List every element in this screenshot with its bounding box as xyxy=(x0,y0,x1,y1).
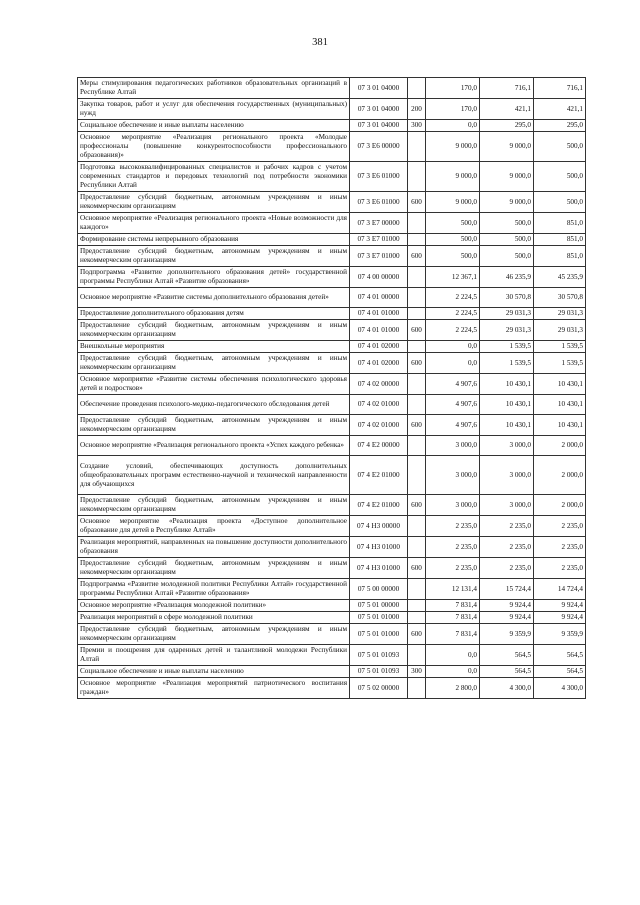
row-amount-2: 46 235,9 xyxy=(480,267,534,288)
row-description: Создание условий, обеспечивающих доступность дополнительных общеобразовательных программ естественно-научной и технической направленности для обучающихся xyxy=(78,456,350,495)
row-description: Основное мероприятие «Реализация молодежной политики» xyxy=(78,600,350,612)
row-amount-3: 45 235,9 xyxy=(534,267,586,288)
row-classification-code: 07 4 01 02000 xyxy=(350,341,408,353)
table-row xyxy=(78,234,586,246)
row-expense-type xyxy=(408,288,426,308)
row-description: Подготовка высококвалифицированных специалистов и рабочих кадров с учетом современных стандартов и передовых технологий под потребности экономики Республики Алтай xyxy=(78,162,350,192)
row-amount-3: 30 570,8 xyxy=(534,288,586,308)
table-row xyxy=(78,78,586,99)
row-expense-type: 600 xyxy=(408,415,426,436)
page-number: 381 xyxy=(312,37,328,48)
row-amount-3: 10 430,1 xyxy=(534,374,586,395)
table-row xyxy=(78,436,586,456)
row-amount-2: 9 000,0 xyxy=(480,132,534,162)
table-row xyxy=(78,624,586,645)
table-row xyxy=(78,495,586,516)
row-amount-1: 2 235,0 xyxy=(426,558,480,579)
row-expense-type xyxy=(408,374,426,395)
row-amount-1: 500,0 xyxy=(426,246,480,267)
row-description: Предоставление субсидий бюджетным, автономным учреждениям и иным некоммерческим организациям xyxy=(78,192,350,213)
row-amount-3: 2 235,0 xyxy=(534,516,586,537)
row-amount-1: 3 000,0 xyxy=(426,436,480,456)
row-classification-code: 07 4 Н3 01000 xyxy=(350,537,408,558)
row-amount-2: 29 031,3 xyxy=(480,308,534,320)
row-amount-2: 500,0 xyxy=(480,234,534,246)
row-amount-2: 564,5 xyxy=(480,645,534,666)
row-amount-2: 9 000,0 xyxy=(480,192,534,213)
row-amount-2: 500,0 xyxy=(480,213,534,234)
table-row xyxy=(78,456,586,495)
row-amount-2: 30 570,8 xyxy=(480,288,534,308)
row-amount-1: 9 000,0 xyxy=(426,162,480,192)
row-amount-1: 9 000,0 xyxy=(426,132,480,162)
row-expense-type: 600 xyxy=(408,320,426,341)
row-amount-3: 564,5 xyxy=(534,666,586,678)
row-amount-2: 2 235,0 xyxy=(480,537,534,558)
row-amount-3: 10 430,1 xyxy=(534,395,586,415)
row-amount-1: 7 831,4 xyxy=(426,612,480,624)
row-classification-code: 07 5 02 00000 xyxy=(350,678,408,699)
row-amount-2: 10 430,1 xyxy=(480,415,534,436)
table-row xyxy=(78,99,586,120)
row-classification-code: 07 3 01 04000 xyxy=(350,120,408,132)
row-amount-3: 295,0 xyxy=(534,120,586,132)
row-amount-2: 9 924,4 xyxy=(480,600,534,612)
row-classification-code: 07 3 E6 00000 xyxy=(350,132,408,162)
row-amount-1: 500,0 xyxy=(426,213,480,234)
budget-table xyxy=(77,77,586,699)
row-amount-1: 170,0 xyxy=(426,78,480,99)
row-classification-code: 07 4 E2 00000 xyxy=(350,436,408,456)
row-description: Закупка товаров, работ и услуг для обеспечения государственных (муниципальных) нужд xyxy=(78,99,350,120)
row-classification-code: 07 5 01 00000 xyxy=(350,600,408,612)
row-amount-1: 4 907,6 xyxy=(426,374,480,395)
row-amount-1: 4 907,6 xyxy=(426,395,480,415)
row-amount-2: 10 430,1 xyxy=(480,395,534,415)
row-amount-1: 0,0 xyxy=(426,120,480,132)
row-expense-type xyxy=(408,456,426,495)
row-classification-code: 07 4 E2 01000 xyxy=(350,456,408,495)
row-description: Предоставление субсидий бюджетным, автономным учреждениям и иным некоммерческим организациям xyxy=(78,320,350,341)
row-description: Внешкольные мероприятия xyxy=(78,341,350,353)
budget-table-body xyxy=(78,78,586,699)
row-amount-1: 2 224,5 xyxy=(426,320,480,341)
row-classification-code: 07 4 02 01000 xyxy=(350,415,408,436)
row-description: Подпрограмма «Развитие молодежной политики Республики Алтай» государственной программы Республики Алтай «Развитие образования» xyxy=(78,579,350,600)
row-expense-type: 200 xyxy=(408,99,426,120)
row-description: Формирование системы непрерывного образования xyxy=(78,234,350,246)
row-amount-2: 716,1 xyxy=(480,78,534,99)
row-amount-3: 500,0 xyxy=(534,162,586,192)
row-amount-1: 12 131,4 xyxy=(426,579,480,600)
row-classification-code: 07 4 Н3 00000 xyxy=(350,516,408,537)
row-amount-2: 1 539,5 xyxy=(480,353,534,374)
row-amount-2: 500,0 xyxy=(480,246,534,267)
table-row xyxy=(78,579,586,600)
table-row xyxy=(78,267,586,288)
row-amount-3: 29 031,3 xyxy=(534,308,586,320)
row-amount-2: 421,1 xyxy=(480,99,534,120)
row-expense-type xyxy=(408,132,426,162)
row-amount-2: 9 000,0 xyxy=(480,162,534,192)
row-amount-2: 9 924,4 xyxy=(480,612,534,624)
row-amount-1: 0,0 xyxy=(426,353,480,374)
row-amount-3: 2 000,0 xyxy=(534,495,586,516)
row-amount-1: 2 235,0 xyxy=(426,537,480,558)
row-description: Основное мероприятие «Реализация регионального проекта «Новые возможности для каждого» xyxy=(78,213,350,234)
row-amount-2: 3 000,0 xyxy=(480,456,534,495)
row-expense-type xyxy=(408,234,426,246)
row-classification-code: 07 4 01 01000 xyxy=(350,320,408,341)
row-amount-2: 1 539,5 xyxy=(480,341,534,353)
row-description: Социальное обеспечение и иные выплаты населению xyxy=(78,666,350,678)
row-classification-code: 07 3 E7 01000 xyxy=(350,234,408,246)
row-amount-3: 2 235,0 xyxy=(534,558,586,579)
row-expense-type xyxy=(408,612,426,624)
row-classification-code: 07 5 00 00000 xyxy=(350,579,408,600)
row-amount-3: 500,0 xyxy=(534,132,586,162)
row-amount-1: 500,0 xyxy=(426,234,480,246)
row-classification-code: 07 3 E6 01000 xyxy=(350,162,408,192)
table-row xyxy=(78,192,586,213)
row-description: Основное мероприятие «Развитие системы дополнительного образования детей» xyxy=(78,288,350,308)
row-amount-1: 0,0 xyxy=(426,666,480,678)
row-amount-2: 15 724,4 xyxy=(480,579,534,600)
table-row xyxy=(78,120,586,132)
row-amount-2: 29 031,3 xyxy=(480,320,534,341)
table-row xyxy=(78,415,586,436)
row-classification-code: 07 4 00 00000 xyxy=(350,267,408,288)
row-amount-3: 4 300,0 xyxy=(534,678,586,699)
table-row xyxy=(78,678,586,699)
row-amount-2: 9 359,9 xyxy=(480,624,534,645)
row-description: Реализация мероприятий в сфере молодежной политики xyxy=(78,612,350,624)
row-classification-code: 07 4 02 01000 xyxy=(350,395,408,415)
row-amount-3: 29 031,3 xyxy=(534,320,586,341)
table-row xyxy=(78,537,586,558)
table-row xyxy=(78,213,586,234)
row-description: Меры стимулирования педагогических работников образовательных организаций в Республике Алтай xyxy=(78,78,350,99)
row-amount-3: 564,5 xyxy=(534,645,586,666)
row-description: Предоставление субсидий бюджетным, автономным учреждениям и иным некоммерческим организациям xyxy=(78,246,350,267)
row-amount-2: 2 235,0 xyxy=(480,558,534,579)
row-amount-1: 0,0 xyxy=(426,341,480,353)
table-row xyxy=(78,600,586,612)
row-amount-1: 2 224,5 xyxy=(426,288,480,308)
row-expense-type: 600 xyxy=(408,246,426,267)
row-description: Основное мероприятие «Реализация проекта «Доступное дополнительное образование для детей в Республике Алтай» xyxy=(78,516,350,537)
table-row xyxy=(78,645,586,666)
row-amount-3: 2 235,0 xyxy=(534,537,586,558)
row-description: Реализация мероприятий, направленных на повышение доступности дополнительного образования xyxy=(78,537,350,558)
row-expense-type: 600 xyxy=(408,192,426,213)
row-amount-3: 1 539,5 xyxy=(534,353,586,374)
row-description: Предоставление субсидий бюджетным, автономным учреждениям и иным некоммерческим организациям xyxy=(78,558,350,579)
row-classification-code: 07 3 E7 01000 xyxy=(350,246,408,267)
row-amount-3: 2 000,0 xyxy=(534,456,586,495)
row-amount-2: 3 000,0 xyxy=(480,495,534,516)
table-row xyxy=(78,341,586,353)
table-row xyxy=(78,246,586,267)
row-description: Основное мероприятие «Реализация регионального проекта «Успех каждого ребенка» xyxy=(78,436,350,456)
row-expense-type: 600 xyxy=(408,495,426,516)
row-amount-3: 1 539,5 xyxy=(534,341,586,353)
row-description: Предоставление субсидий бюджетным, автономным учреждениям и иным некоммерческим организациям xyxy=(78,353,350,374)
row-expense-type: 300 xyxy=(408,120,426,132)
row-amount-3: 9 359,9 xyxy=(534,624,586,645)
row-classification-code: 07 3 01 04000 xyxy=(350,99,408,120)
row-amount-3: 500,0 xyxy=(534,192,586,213)
row-expense-type xyxy=(408,395,426,415)
table-row xyxy=(78,162,586,192)
row-amount-1: 3 000,0 xyxy=(426,456,480,495)
table-row xyxy=(78,288,586,308)
row-amount-3: 851,0 xyxy=(534,213,586,234)
row-description: Основное мероприятие «Развитие системы обеспечения психологического здоровья детей и подростков» xyxy=(78,374,350,395)
row-classification-code: 07 3 E6 01000 xyxy=(350,192,408,213)
row-classification-code: 07 5 01 01093 xyxy=(350,666,408,678)
table-row xyxy=(78,516,586,537)
row-amount-3: 851,0 xyxy=(534,246,586,267)
row-amount-3: 421,1 xyxy=(534,99,586,120)
row-description: Предоставление субсидий бюджетным, автономным учреждениям и иным некоммерческим организациям xyxy=(78,495,350,516)
row-amount-2: 2 235,0 xyxy=(480,516,534,537)
row-description: Предоставление субсидий бюджетным, автономным учреждениям и иным некоммерческим организациям xyxy=(78,415,350,436)
row-expense-type xyxy=(408,579,426,600)
row-amount-2: 3 000,0 xyxy=(480,436,534,456)
row-amount-2: 10 430,1 xyxy=(480,374,534,395)
row-expense-type xyxy=(408,213,426,234)
row-classification-code: 07 5 01 01000 xyxy=(350,624,408,645)
row-description: Социальное обеспечение и иные выплаты населению xyxy=(78,120,350,132)
row-amount-3: 9 924,4 xyxy=(534,600,586,612)
row-expense-type xyxy=(408,78,426,99)
table-row xyxy=(78,374,586,395)
row-amount-1: 2 224,5 xyxy=(426,308,480,320)
row-amount-1: 2 800,0 xyxy=(426,678,480,699)
row-expense-type xyxy=(408,600,426,612)
row-expense-type xyxy=(408,678,426,699)
row-classification-code: 07 4 02 00000 xyxy=(350,374,408,395)
table-row xyxy=(78,395,586,415)
row-amount-3: 851,0 xyxy=(534,234,586,246)
table-row xyxy=(78,666,586,678)
row-expense-type: 600 xyxy=(408,624,426,645)
row-amount-1: 0,0 xyxy=(426,645,480,666)
row-expense-type: 300 xyxy=(408,666,426,678)
row-description: Предоставление субсидий бюджетным, автономным учреждениям и иным некоммерческим организациям xyxy=(78,624,350,645)
row-expense-type: 600 xyxy=(408,558,426,579)
table-row xyxy=(78,353,586,374)
row-description: Предоставление дополнительного образования детям xyxy=(78,308,350,320)
row-expense-type xyxy=(408,308,426,320)
row-description: Обеспечение проведения психолого-медико-педагогического обследования детей xyxy=(78,395,350,415)
row-classification-code: 07 3 E7 00000 xyxy=(350,213,408,234)
row-amount-3: 2 000,0 xyxy=(534,436,586,456)
row-amount-1: 3 000,0 xyxy=(426,495,480,516)
row-classification-code: 07 4 Н3 01000 xyxy=(350,558,408,579)
row-classification-code: 07 5 01 01093 xyxy=(350,645,408,666)
table-row xyxy=(78,132,586,162)
row-classification-code: 07 4 01 02000 xyxy=(350,353,408,374)
row-amount-1: 7 831,4 xyxy=(426,624,480,645)
row-amount-2: 564,5 xyxy=(480,666,534,678)
table-row xyxy=(78,308,586,320)
row-classification-code: 07 3 01 04000 xyxy=(350,78,408,99)
row-description: Основное мероприятие «Реализация мероприятий патриотического воспитания граждан» xyxy=(78,678,350,699)
row-expense-type: 600 xyxy=(408,353,426,374)
row-amount-1: 12 367,1 xyxy=(426,267,480,288)
table-row xyxy=(78,320,586,341)
row-amount-1: 9 000,0 xyxy=(426,192,480,213)
row-amount-1: 7 831,4 xyxy=(426,600,480,612)
row-description: Основное мероприятие «Реализация регионального проекта «Молодые профессионалы (повышение конкурентоспособности профессионального образования)» xyxy=(78,132,350,162)
row-amount-3: 10 430,1 xyxy=(534,415,586,436)
row-amount-1: 170,0 xyxy=(426,99,480,120)
row-expense-type xyxy=(408,537,426,558)
row-expense-type xyxy=(408,436,426,456)
row-amount-1: 4 907,6 xyxy=(426,415,480,436)
row-description: Подпрограмма «Развитие дополнительного образования детей» государственной программы Республики Алтай «Развитие образования» xyxy=(78,267,350,288)
row-amount-3: 14 724,4 xyxy=(534,579,586,600)
row-description: Премии и поощрения для одаренных детей и талантливой молодежи Республики Алтай xyxy=(78,645,350,666)
table-row xyxy=(78,558,586,579)
row-amount-3: 9 924,4 xyxy=(534,612,586,624)
row-classification-code: 07 4 01 00000 xyxy=(350,288,408,308)
row-amount-3: 716,1 xyxy=(534,78,586,99)
row-classification-code: 07 5 01 01000 xyxy=(350,612,408,624)
row-classification-code: 07 4 E2 01000 xyxy=(350,495,408,516)
table-row xyxy=(78,612,586,624)
row-amount-2: 295,0 xyxy=(480,120,534,132)
row-expense-type xyxy=(408,645,426,666)
row-expense-type xyxy=(408,267,426,288)
row-expense-type xyxy=(408,341,426,353)
row-classification-code: 07 4 01 01000 xyxy=(350,308,408,320)
row-expense-type xyxy=(408,516,426,537)
row-amount-1: 2 235,0 xyxy=(426,516,480,537)
row-expense-type xyxy=(408,162,426,192)
row-amount-2: 4 300,0 xyxy=(480,678,534,699)
